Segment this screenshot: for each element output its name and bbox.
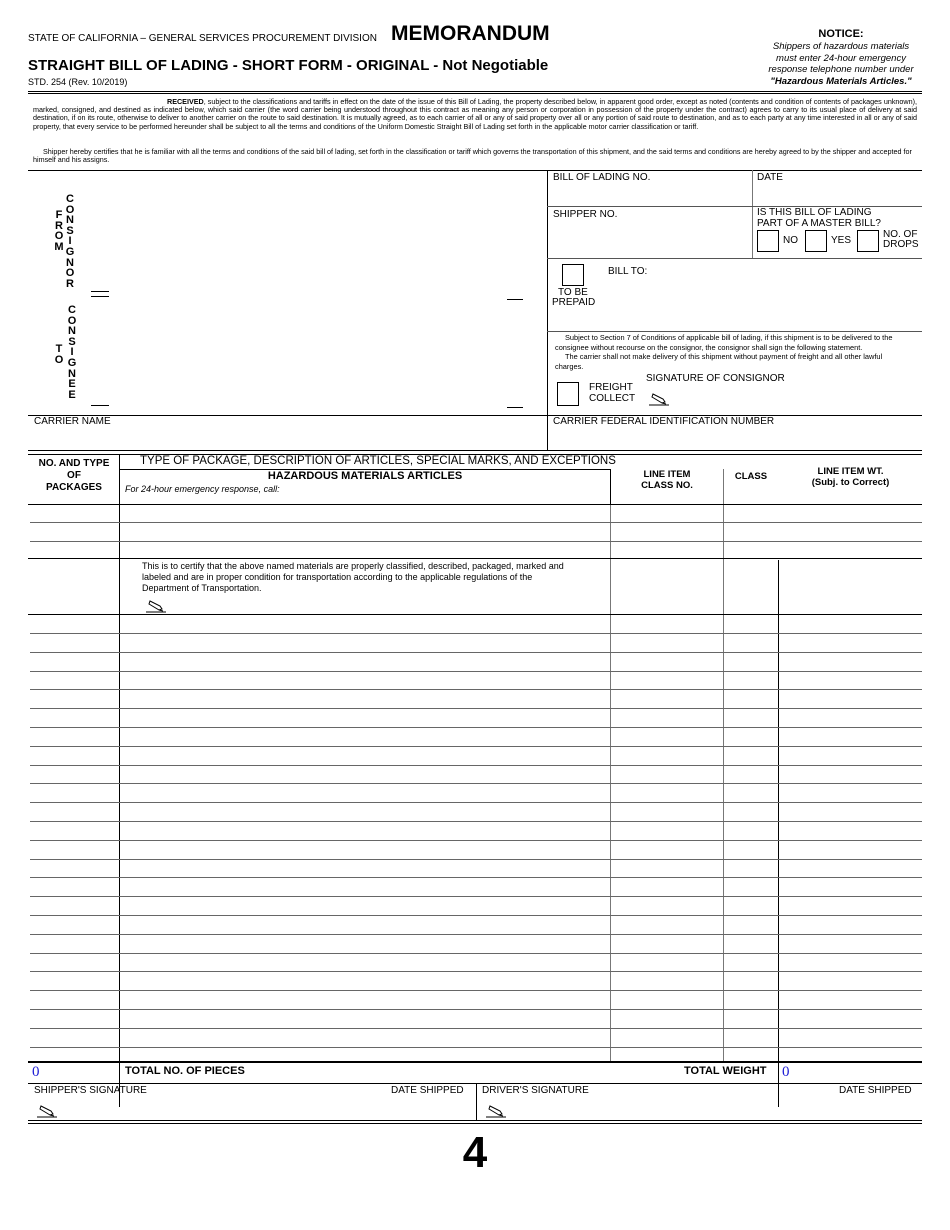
memo-title: MEMORANDUM — [391, 22, 550, 45]
received-text: , subject to the classifications and tariffs in effect on the date of the issue of this Bill of Lading, the property described below, in apparent good order, except as noted (contents and condition of contents of packages unknown), marked, consigned, and destined as indicated below, which said carrier (the word carrier being understood throughout this contract as meaning any person or corporation in possession of the property under the contract) agrees to carry to its usual place of delivery at said destination, if on its route, otherwise to deliver to another carrier on the route to said destination. It is mutually agreed, as to each carrier of all or any of said property over all or any portion of said route to destination, and as to each party at any time interested in all or any of said property, that every service to be performed hereunder shall be subject to all the terms and conditions of the Uniform Domestic Straight Bill of Lading set forth in the applicable motor carrier classification or tariff. — [33, 97, 917, 131]
shipper-no-label: SHIPPER NO. — [553, 209, 618, 220]
table-row[interactable] — [30, 783, 922, 784]
driver-signature-label: DRIVER'S SIGNATURE — [482, 1085, 589, 1096]
section7-line: consignee without recourse on the consignor, the consignor shall sign the following statement. — [555, 342, 863, 352]
agency-name: STATE OF CALIFORNIA – GENERAL SERVICES PROCUREMENT DIVISION — [28, 33, 377, 44]
prepaid-label — [552, 287, 596, 308]
received-terms — [33, 98, 917, 131]
cert-line: This is to certify that the above named materials are properly classified, described, packaged, marked and — [142, 561, 564, 571]
header-line: LINE ITEM WT. — [817, 466, 884, 477]
hazmat-notice — [760, 28, 922, 87]
table-row[interactable] — [30, 541, 922, 542]
freight-line: COLLECT — [589, 392, 636, 404]
date-shipped-label-2: DATE SHIPPED — [839, 1085, 912, 1096]
header-divider — [28, 93, 922, 94]
emergency-call-label: For 24-hour emergency response, call: — [125, 484, 280, 494]
freight-line: FREIGHT — [589, 382, 633, 393]
shipper-signature-label: SHIPPER'S SIGNATURE — [34, 1085, 147, 1096]
tick-mark — [91, 405, 109, 406]
table-row[interactable] — [30, 522, 922, 523]
total-pieces-value[interactable]: 0 — [32, 1064, 40, 1080]
notice-title: NOTICE: — [818, 28, 864, 40]
table-row[interactable] — [30, 896, 922, 897]
hazmat-certification — [142, 561, 602, 594]
header-divider — [28, 91, 922, 92]
date-shipped-label: DATE SHIPPED — [391, 1085, 464, 1096]
header-line: OF — [67, 470, 81, 481]
totals-top-line — [28, 1061, 922, 1063]
master-bill-label — [757, 207, 881, 229]
form-bottom-line — [28, 1123, 922, 1124]
table-row[interactable] — [30, 727, 922, 728]
table-col-divider — [778, 560, 779, 1107]
section-top-line — [28, 170, 922, 171]
table-row[interactable] — [30, 708, 922, 709]
header-line: NO. AND TYPE — [38, 458, 110, 469]
table-row[interactable] — [30, 1047, 922, 1048]
to-label: T O — [54, 343, 64, 366]
yes-label: YES — [831, 235, 852, 246]
page-number: 4 — [462, 1128, 488, 1177]
col-class-no-header — [611, 469, 723, 491]
header-line: (Subj. to Correct) — [811, 477, 890, 488]
drops-line: NO. OF — [883, 229, 918, 240]
drops-line: DROPS — [883, 239, 919, 250]
section7-statement — [555, 333, 919, 371]
tick-mark — [507, 407, 523, 408]
date-divider — [752, 170, 753, 258]
prepaid-line: PREPAID — [552, 297, 596, 308]
notice-line: response telephone number under — [768, 64, 914, 76]
notice-line: Shippers of hazardous materials — [772, 41, 910, 52]
table-row[interactable] — [30, 1028, 922, 1029]
header-line: PACKAGES — [46, 482, 102, 493]
consignee-label: C O N S I G N E E — [67, 304, 77, 401]
bill-to-label: BILL TO: — [608, 266, 648, 277]
table-row[interactable] — [30, 1009, 922, 1010]
form-bottom-line — [28, 1120, 922, 1121]
cert-line: labeled and are in proper condition for transportation according to the applicable regulations of the — [142, 572, 533, 582]
total-weight-value[interactable]: 0 — [782, 1064, 790, 1080]
pen-sign-icon[interactable] — [647, 391, 671, 407]
tick-mark — [91, 296, 109, 297]
drops-label — [883, 230, 919, 250]
signature-divider — [476, 1083, 477, 1121]
table-row[interactable] — [30, 859, 922, 860]
date-label: DATE — [757, 172, 783, 183]
shipper-certification: Shipper hereby certifies that he is familiar with all the terms and conditions of the said bill of lading, set forth in the classification or tariff which governs the transportation of this shipment, and the said terms and conditions are hereby agreed to by the shipper and accepted for himself and his assigns. — [33, 147, 912, 165]
carrier-bottom-line — [28, 450, 922, 451]
table-row[interactable] — [30, 746, 922, 747]
table-row[interactable] — [30, 633, 922, 634]
master-bill-line: PART OF A MASTER BILL? — [757, 218, 881, 229]
tick-mark — [507, 299, 523, 300]
header-line: CLASS NO. — [641, 480, 693, 491]
hazmat-header: HAZARDOUS MATERIALS ARTICLES — [267, 470, 463, 482]
notice-line: must enter 24-hour emergency — [776, 52, 906, 64]
section7-line: Subject to Section 7 of Conditions of applicable bill of lading, if this shipment is to be delivered to the — [565, 333, 893, 342]
pen-sign-icon[interactable] — [484, 1103, 508, 1119]
form-title: STRAIGHT BILL OF LADING - SHORT FORM - ORIGINAL - Not Negotiable — [28, 57, 549, 74]
pen-sign-icon[interactable] — [35, 1103, 59, 1119]
from-label: F R O M — [54, 209, 64, 253]
pen-sign-icon[interactable] — [144, 598, 168, 614]
freight-collect-checkbox[interactable] — [557, 382, 579, 406]
table-row[interactable] — [30, 915, 922, 916]
col-packages-header — [30, 458, 118, 494]
col-class-header: CLASS — [734, 471, 768, 482]
table-row[interactable] — [30, 934, 922, 935]
table-row[interactable] — [30, 821, 922, 822]
table-row[interactable] — [30, 802, 922, 803]
party-divider — [547, 170, 548, 450]
hazmat-section-bottom — [28, 558, 922, 559]
cert-line: Department of Transportation. — [142, 583, 262, 593]
section7-line: charges. — [555, 361, 584, 371]
totals-bottom-line — [28, 1083, 922, 1084]
table-row[interactable] — [30, 652, 922, 653]
table-row[interactable] — [30, 840, 922, 841]
table-row[interactable] — [30, 953, 922, 954]
section7-line: The carrier shall not make delivery of this shipment without payment of freight and all other lawful — [565, 352, 883, 361]
header-line: LINE ITEM — [643, 469, 691, 480]
prepaid-checkbox[interactable] — [562, 264, 584, 286]
form-number: STD. 254 (Rev. 10/2019) — [28, 77, 128, 87]
col-weight-header — [779, 466, 922, 488]
carrier-name-label: CARRIER NAME — [34, 416, 111, 427]
tick-mark — [91, 291, 109, 292]
total-weight-label: TOTAL WEIGHT — [684, 1065, 767, 1077]
table-header-bottom — [28, 504, 922, 505]
master-bill-line: IS THIS BILL OF LADING — [757, 207, 872, 218]
col-description-header: TYPE OF PACKAGE, DESCRIPTION OF ARTICLES, SPECIAL MARKS, AND EXCEPTIONS — [140, 455, 616, 467]
table-row[interactable] — [30, 689, 922, 690]
carrier-fed-id-label: CARRIER FEDERAL IDENTIFICATION NUMBER — [553, 416, 775, 427]
drops-count-box[interactable] — [857, 230, 879, 252]
master-bill-no-checkbox[interactable] — [757, 230, 779, 252]
table-row[interactable] — [30, 877, 922, 878]
prepaid-line: TO BE — [558, 287, 588, 298]
carrier-line — [28, 415, 922, 416]
bol-no-label: BILL OF LADING NO. — [553, 172, 651, 183]
table-row[interactable] — [30, 671, 922, 672]
master-bill-yes-checkbox[interactable] — [805, 230, 827, 252]
table-row[interactable] — [30, 971, 922, 972]
total-pieces-label: TOTAL NO. OF PIECES — [125, 1065, 245, 1077]
table-row[interactable] — [30, 990, 922, 991]
panel-line — [547, 258, 922, 259]
sig-consignor-label: SIGNATURE OF CONSIGNOR — [646, 373, 785, 384]
cert-bottom-line — [28, 614, 922, 615]
panel-line — [547, 331, 922, 332]
received-bold: RECEIVED — [167, 97, 204, 106]
freight-collect-label — [589, 383, 635, 404]
table-row[interactable] — [30, 765, 922, 766]
notice-line: "Hazardous Materials Articles." — [770, 75, 912, 87]
no-label: NO — [783, 235, 798, 246]
consignor-label: C O N S I G N O R — [65, 193, 75, 290]
